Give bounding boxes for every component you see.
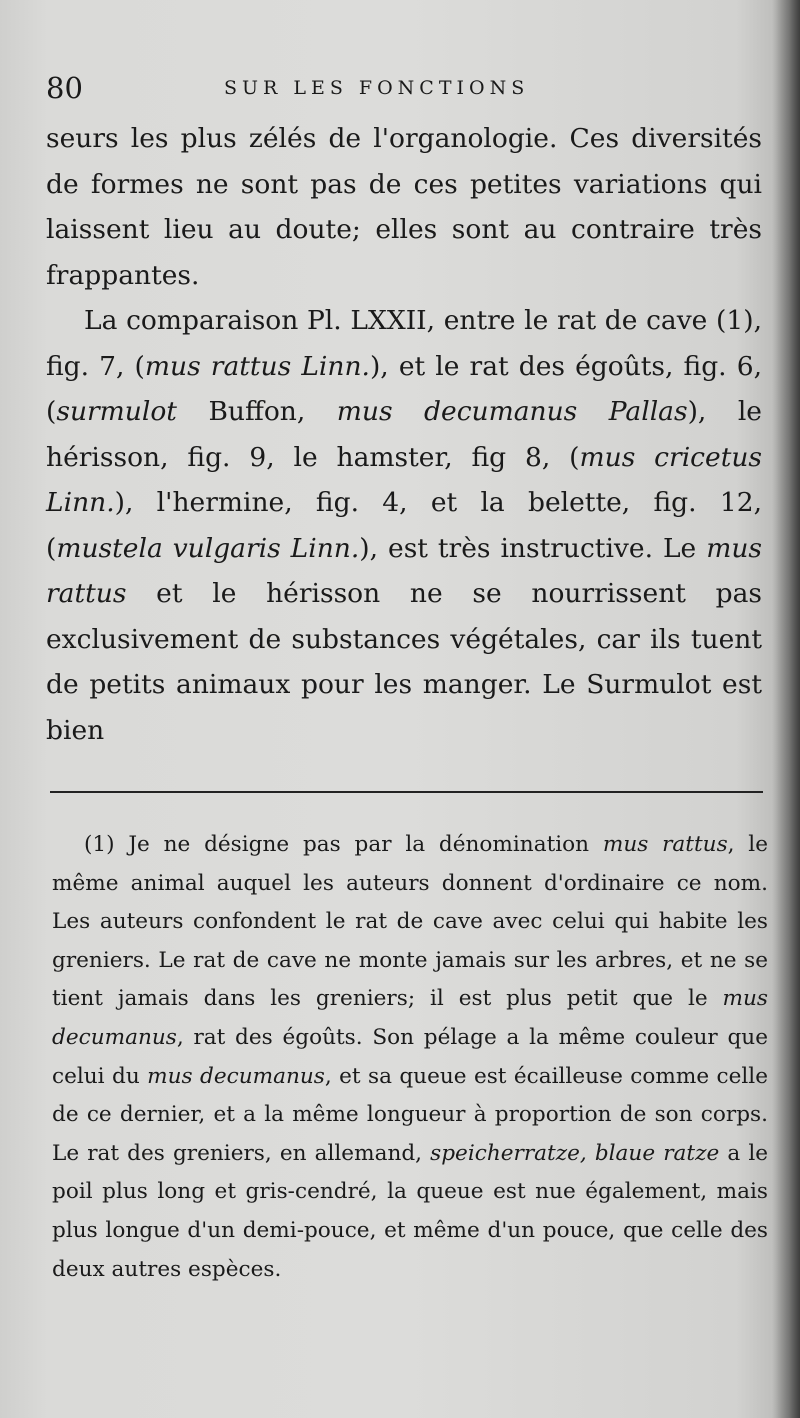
text-run: ), le hérisson, fig. 9, le hamster, fig 8, ( xyxy=(46,396,762,473)
page-gutter-shadow xyxy=(772,0,800,1418)
italic-run: mus decumanus Pallas xyxy=(336,396,688,427)
text-run: ), l'hermine, fig. 4, et la belette, fig. 12, ( xyxy=(46,487,762,564)
footnote xyxy=(52,826,768,1289)
footnote-paragraph xyxy=(52,826,768,1289)
italic-run: mus cricetus Linn. xyxy=(46,441,763,518)
text-run: (1) Je ne désigne pas par la dénomination xyxy=(84,832,603,857)
italic-run: surmulot xyxy=(56,396,177,427)
text-run: , rat des égoûts. Son pélage a la même couleur que celui du xyxy=(52,1024,768,1089)
text-run: ), est très instructive. Le xyxy=(359,532,707,564)
paragraph-comparison xyxy=(46,298,762,753)
italic-run: mus rattus xyxy=(46,532,762,609)
main-text xyxy=(46,116,762,753)
running-head-title: SUR LES FONCTIONS xyxy=(224,77,530,99)
italic-run: mus decumanus xyxy=(147,1063,325,1089)
text-run: ), et le rat des égoûts, fig. 6, ( xyxy=(46,350,762,427)
text-run: a le poil plus long et gris-cendré, la queue est nue également, mais plus longue d'un demi-pouce, et même d'un pouce, que celle des deux autres espèces. xyxy=(52,1140,768,1282)
text-run: Buffon, xyxy=(176,396,337,427)
italic-run: mus rattus xyxy=(602,832,728,857)
text-run: , et sa queue est écailleuse comme celle de ce dernier, et a la même longueur à proportion de son corps. Le rat des greniers, en allemand, xyxy=(52,1063,768,1166)
text-run: , le même animal auquel les auteurs donnent d'ordinaire ce nom. Les auteurs confondent le rat de cave avec celui qui habite les greniers. Le rat de cave ne monte jamais sur les arbres, et ne se tient jamais dans les greniers; il est plus petit que le xyxy=(52,832,768,1012)
page-number: 80 xyxy=(46,71,83,105)
italic-run: mus decumanus xyxy=(52,986,768,1050)
italic-run: speicherratze, blaue ratze xyxy=(430,1140,720,1166)
text-run: La comparaison Pl. LXXII, entre le rat de cave (1), fig. 7, ( xyxy=(46,305,762,382)
paragraph-continuation: seurs les plus zélés de l'organologie. Ces diversités de formes ne sont pas de ces petites variations qui laissent lieu au doute; elles sont au contraire très frappantes. xyxy=(46,123,762,291)
text-run: et le hérisson ne se nourrissent pas exclusivement de substances végétales, car ils tuent de petits animaux pour les manger. Le Surmulot est bien xyxy=(46,578,762,746)
running-head xyxy=(46,70,766,106)
italic-run: mustela vulgaris Linn. xyxy=(56,532,360,564)
footnote-rule xyxy=(50,791,763,793)
italic-run: mus rattus Linn. xyxy=(144,350,370,382)
